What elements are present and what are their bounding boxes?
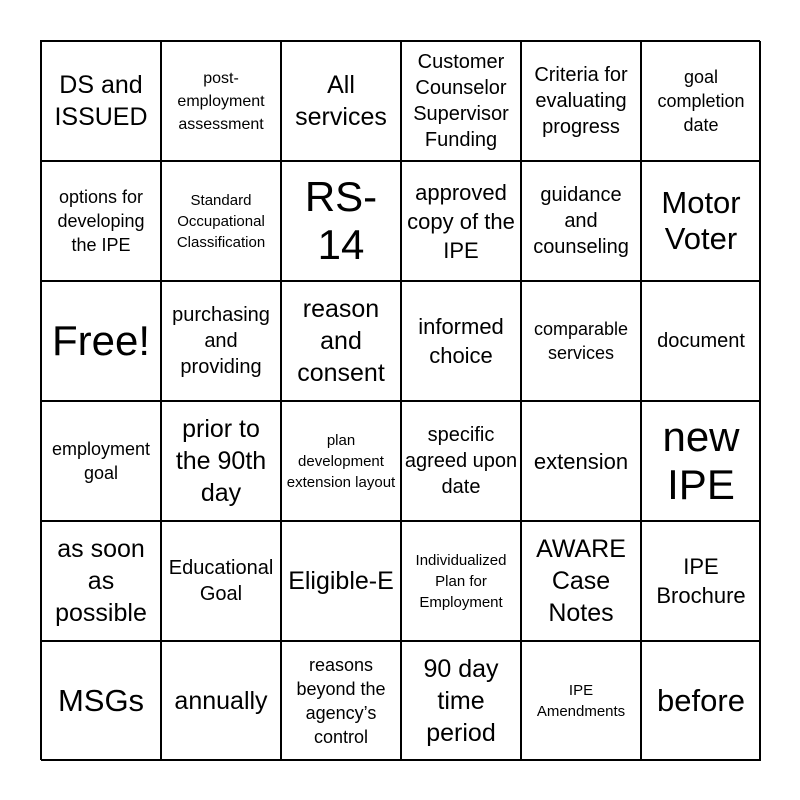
bingo-cell[interactable] bbox=[41, 161, 161, 281]
cell-label: options for developing the IPE bbox=[57, 187, 145, 255]
bingo-cell[interactable] bbox=[41, 41, 161, 161]
cell-label: approved copy of the IPE bbox=[407, 179, 515, 263]
bingo-cell[interactable] bbox=[521, 281, 641, 401]
bingo-cell[interactable] bbox=[521, 161, 641, 281]
bingo-cell[interactable] bbox=[521, 641, 641, 761]
bingo-cell[interactable] bbox=[281, 401, 401, 521]
cell-label: document bbox=[657, 330, 745, 352]
cell-label: reason and consent bbox=[297, 295, 385, 387]
bingo-cell[interactable] bbox=[401, 161, 521, 281]
cell-label: employment goal bbox=[51, 439, 151, 483]
cell-label: Eligible-E bbox=[288, 567, 394, 595]
bingo-cell[interactable] bbox=[281, 521, 401, 641]
cell-label: guidance and counseling bbox=[533, 184, 629, 258]
cell-label: 90 day time period bbox=[423, 655, 499, 747]
cell-label: Standard Occupational Classification bbox=[176, 191, 266, 251]
bingo-cell[interactable] bbox=[641, 521, 761, 641]
cell-label: new IPE bbox=[662, 413, 740, 508]
cell-label: before bbox=[657, 683, 745, 718]
cell-label: Educational Goal bbox=[168, 557, 274, 605]
cell-label: MSGs bbox=[57, 683, 145, 718]
cell-label: All services bbox=[295, 71, 387, 131]
cell-label: comparable services bbox=[533, 319, 629, 363]
free-space-label: Free! bbox=[51, 317, 151, 364]
cell-label: Motor Voter bbox=[661, 185, 741, 256]
cell-label: plan development extension layout bbox=[286, 431, 396, 491]
bingo-cell[interactable] bbox=[521, 401, 641, 521]
cell-label: Criteria for evaluating progress bbox=[534, 64, 628, 138]
bingo-cell[interactable] bbox=[401, 641, 521, 761]
bingo-cell[interactable] bbox=[401, 281, 521, 401]
bingo-cell[interactable] bbox=[641, 401, 761, 521]
cell-label: goal completion date bbox=[657, 67, 745, 135]
cell-label: AWARE Case Notes bbox=[536, 535, 626, 627]
cell-label: IPE Brochure bbox=[656, 554, 746, 608]
bingo-cell[interactable] bbox=[161, 161, 281, 281]
bingo-cell[interactable] bbox=[161, 521, 281, 641]
bingo-cell[interactable] bbox=[281, 41, 401, 161]
bingo-cell[interactable] bbox=[161, 281, 281, 401]
cell-label: annually bbox=[174, 687, 268, 715]
free-space[interactable] bbox=[41, 281, 161, 401]
cell-label: RS-14 bbox=[304, 173, 378, 268]
cell-label: purchasing and providing bbox=[172, 304, 270, 378]
bingo-cell[interactable] bbox=[41, 521, 161, 641]
bingo-cell[interactable] bbox=[641, 641, 761, 761]
bingo-cell[interactable] bbox=[641, 41, 761, 161]
bingo-cell[interactable] bbox=[161, 41, 281, 161]
bingo-cell[interactable] bbox=[641, 281, 761, 401]
cell-label: DS and ISSUED bbox=[54, 71, 148, 131]
bingo-cell[interactable] bbox=[281, 281, 401, 401]
bingo-cell[interactable] bbox=[521, 41, 641, 161]
bingo-cell[interactable] bbox=[161, 641, 281, 761]
bingo-cell[interactable] bbox=[41, 641, 161, 761]
cell-label: informed choice bbox=[418, 314, 504, 368]
bingo-cell[interactable] bbox=[641, 161, 761, 281]
cell-label: Individualized Plan for Employment bbox=[415, 551, 507, 611]
cell-label: Customer Counselor Supervisor Funding bbox=[413, 51, 509, 151]
cell-label: IPE Amendments bbox=[536, 682, 626, 720]
bingo-cell[interactable] bbox=[521, 521, 641, 641]
cell-label: prior to the 90th day bbox=[175, 415, 267, 507]
bingo-cell[interactable] bbox=[281, 641, 401, 761]
bingo-cell[interactable] bbox=[281, 161, 401, 281]
bingo-card bbox=[40, 40, 760, 760]
cell-label: extension bbox=[533, 448, 629, 474]
cell-label: reasons beyond the agency’s control bbox=[296, 655, 386, 747]
bingo-cell[interactable] bbox=[401, 401, 521, 521]
bingo-cell[interactable] bbox=[401, 521, 521, 641]
cell-label: post-employment assessment bbox=[177, 69, 265, 133]
bingo-cell[interactable] bbox=[161, 401, 281, 521]
cell-label: as soon as possible bbox=[55, 535, 147, 627]
cell-label: specific agreed upon date bbox=[404, 424, 518, 498]
bingo-cell[interactable] bbox=[41, 401, 161, 521]
bingo-cell[interactable] bbox=[401, 41, 521, 161]
